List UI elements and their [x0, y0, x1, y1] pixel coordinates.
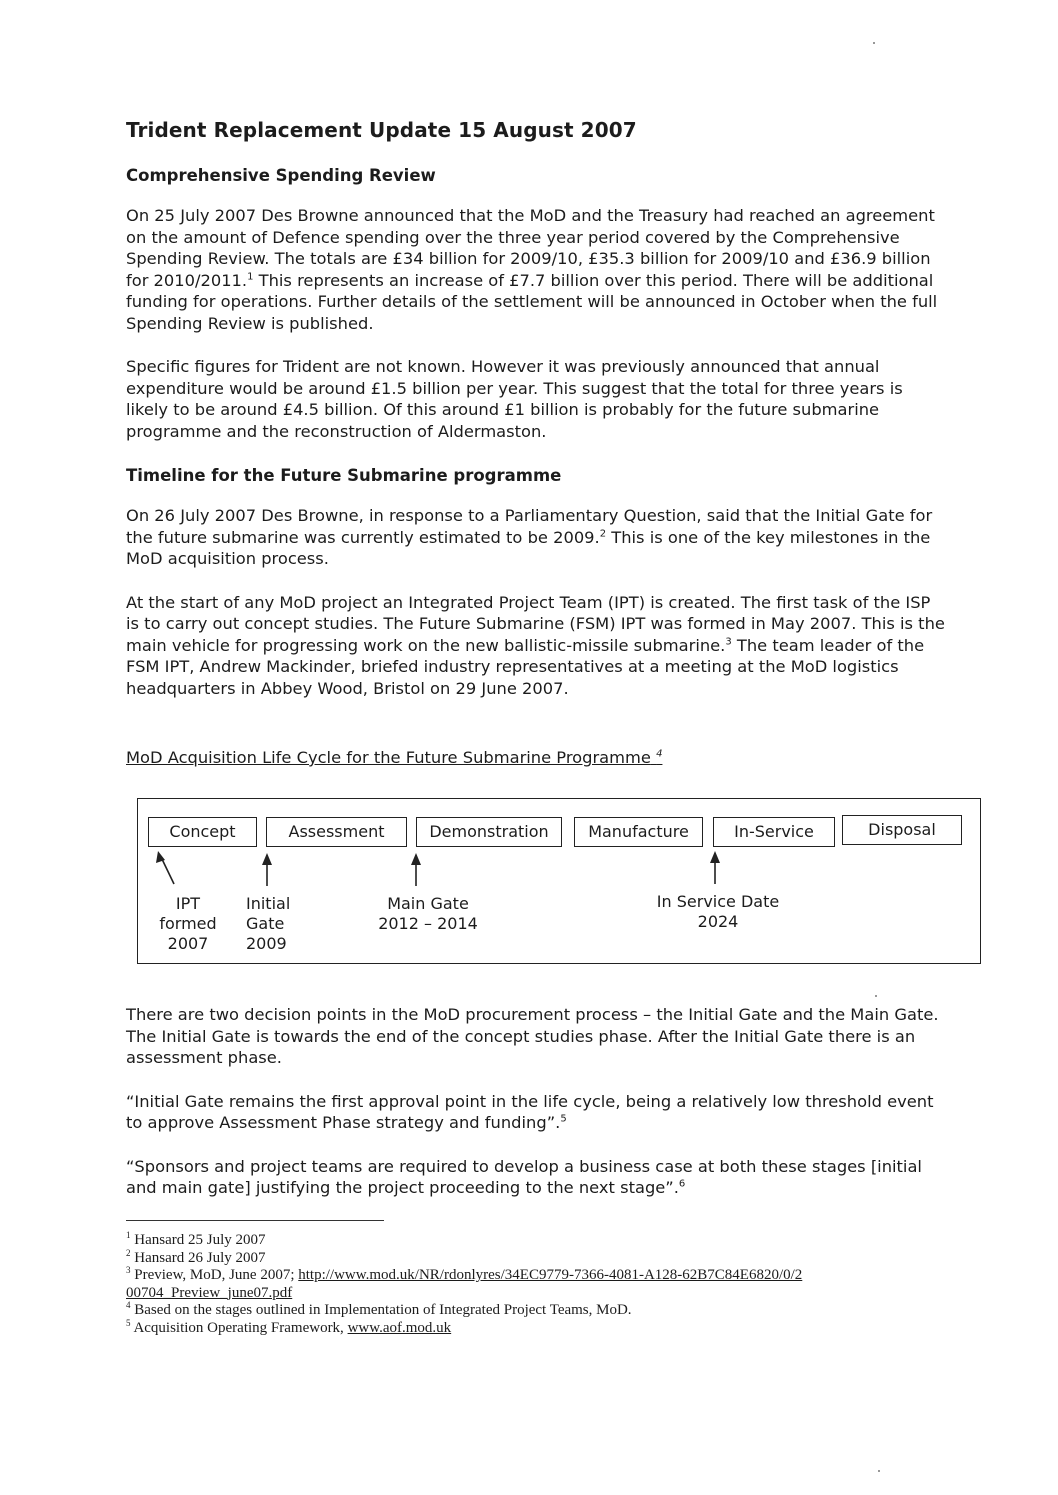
stage-in-service: In-Service: [713, 817, 835, 847]
paragraph-text: At the start of any MoD project an Integrated Project Team (IPT) is created. The first task of the ISP is to carry out concept studies. The Future Submarine (FSM) IPT was formed in May 2007. This is the main vehicle for progressing work on the new ballistic-missile submarine.: [126, 592, 945, 655]
milestone-in-service-date: [648, 892, 788, 932]
footnote-ref[interactable]: 1: [247, 271, 254, 283]
footnote-divider: [126, 1220, 384, 1221]
document-title: Trident Replacement Update 15 August 2007: [126, 118, 637, 142]
milestone-line: formed: [159, 914, 217, 933]
section-timeline: [126, 466, 946, 721]
footnote: [126, 1232, 926, 1250]
footnotes: [126, 1232, 926, 1337]
footnote-number: 2: [126, 1247, 131, 1258]
section-heading-timeline: Timeline for the Future Submarine programme: [126, 466, 562, 485]
milestone-line: 2007: [167, 934, 209, 953]
footnote-number: 1: [126, 1230, 131, 1240]
section-heading-spending-review: Comprehensive Spending Review: [126, 166, 436, 185]
arrow-up-icon: [705, 851, 725, 885]
paragraph: [126, 505, 946, 570]
milestone-ipt-formed: [158, 894, 218, 954]
paragraph-text: The team leader of the FSM IPT, Andrew Mackinder, briefed industry representatives at a meeting at the MoD logistics headquarters in Abbey Wood, Bristol on 29 June 2007.: [126, 635, 925, 698]
paragraph-text: “Initial Gate remains the first approval point in the life cycle, being a relatively low threshold event to approve Assessment Phase strategy and funding”.: [126, 1091, 934, 1132]
paragraph-text: On 26 July 2007 Des Browne, in response to a Parliamentary Question, said that the Initial Gate for the future submarine was currently estimated to be 2009.: [126, 506, 933, 547]
footnote-text: Preview, MoD, June 2007;: [134, 1267, 299, 1283]
arrow-up-icon: [406, 853, 426, 887]
footnote-ref[interactable]: 6: [678, 1178, 686, 1190]
footnote: [126, 1247, 926, 1268]
paragraph-text: “Sponsors and project teams are required to develop a business case at both these stages [initial and main gate] justifying the project proceeding to the next stage”.: [126, 1156, 922, 1197]
footnote-ref[interactable]: 2: [599, 528, 607, 540]
paragraph: Specific figures for Trident are not known. However it was previously announced that annual expenditure would be around £1.5 billion per year. This suggest that the total for three years is likely to be around £4.5 billion. Of this around £1 billion is probably for the future submarine programme and the reconstruction of Aldermaston.: [126, 357, 903, 441]
arrow-up-icon: [152, 851, 180, 885]
quote-paragraph: [126, 1156, 946, 1199]
footnote: [126, 1267, 806, 1302]
footnote-text: Hansard 25 July 2007: [134, 1232, 266, 1248]
footnote: [126, 1317, 926, 1338]
milestone-line: IPT: [175, 894, 201, 913]
footnote: [126, 1302, 926, 1320]
footnote-ref[interactable]: 4: [656, 748, 663, 760]
scan-speck: [878, 1470, 880, 1472]
paragraph-text: This represents an increase of £7.7 billion over this period. There will be additional funding for operations. Further details of the settlement will be announced in October when the full Spending Review is published.: [126, 270, 938, 333]
paragraph-text: This is one of the key milestones in the MoD acquisition process.: [126, 527, 931, 568]
life-cycle-diagram: [137, 798, 981, 964]
stage-disposal: Disposal: [842, 815, 962, 845]
milestone-main-gate: [363, 894, 493, 934]
paragraph-text: On 25 July 2007 Des Browne announced that the MoD and the Treasury had reached an agreement on the amount of Defence spending over the three year period covered by the Comprehensive Spending Review. The totals are £34 billion for 2009/10, £35.3 billion for 2009/10 and £36.9 billion for 2010/2011.: [126, 206, 935, 290]
footnote-number: 5: [126, 1317, 131, 1328]
milestone-line: Gate: [246, 914, 285, 933]
footnote-text: Acquisition Operating Framework,: [133, 1319, 348, 1336]
footnote-number: 4: [126, 1300, 131, 1310]
scan-speck: [873, 42, 875, 44]
paragraph: There are two decision points in the MoD procurement process – the Initial Gate and the Main Gate. The Initial Gate is towards the end of the concept studies phase. After the Initial Gate there is an assessment phase.: [126, 1005, 939, 1067]
milestone-line: 2024: [697, 912, 739, 931]
milestone-initial-gate: [246, 894, 296, 954]
document-body: [126, 118, 946, 767]
milestone-line: Initial: [246, 894, 291, 913]
paragraph: [126, 592, 946, 700]
arrow-up-icon: [257, 853, 277, 887]
section-decision-points: [126, 1004, 946, 1221]
scan-speck: [875, 995, 877, 997]
diagram-caption: [126, 748, 662, 767]
footnote-number: 3: [126, 1265, 131, 1275]
paragraph: [126, 205, 946, 334]
milestone-line: Main Gate: [387, 894, 469, 913]
footnote-text: Hansard 26 July 2007: [134, 1249, 266, 1266]
milestone-line: 2009: [246, 934, 287, 953]
milestone-line: 2012 – 2014: [378, 914, 478, 933]
footnote-ref[interactable]: 3: [725, 636, 732, 648]
stage-manufacture: Manufacture: [574, 817, 703, 847]
footnote-text: Based on the stages outlined in Implementation of Integrated Project Teams, MoD.: [134, 1302, 632, 1318]
quote-paragraph: [126, 1091, 946, 1134]
stage-demonstration: Demonstration: [416, 817, 562, 847]
footnote-link[interactable]: www.aof.mod.uk: [347, 1319, 452, 1336]
milestone-line: In Service Date: [656, 892, 780, 911]
stage-assessment: Assessment: [266, 817, 407, 847]
footnote-link[interactable]: http://www.mod.uk/NR/rdonlyres/34EC9779-7366-4081-A128-62B7C84E6820/0/200704_Preview_june07.pdf: [126, 1267, 803, 1301]
caption-text: MoD Acquisition Life Cycle for the Future Submarine Programme: [126, 748, 651, 767]
footnote-ref[interactable]: 5: [560, 1113, 567, 1125]
stage-concept: Concept: [148, 817, 257, 847]
